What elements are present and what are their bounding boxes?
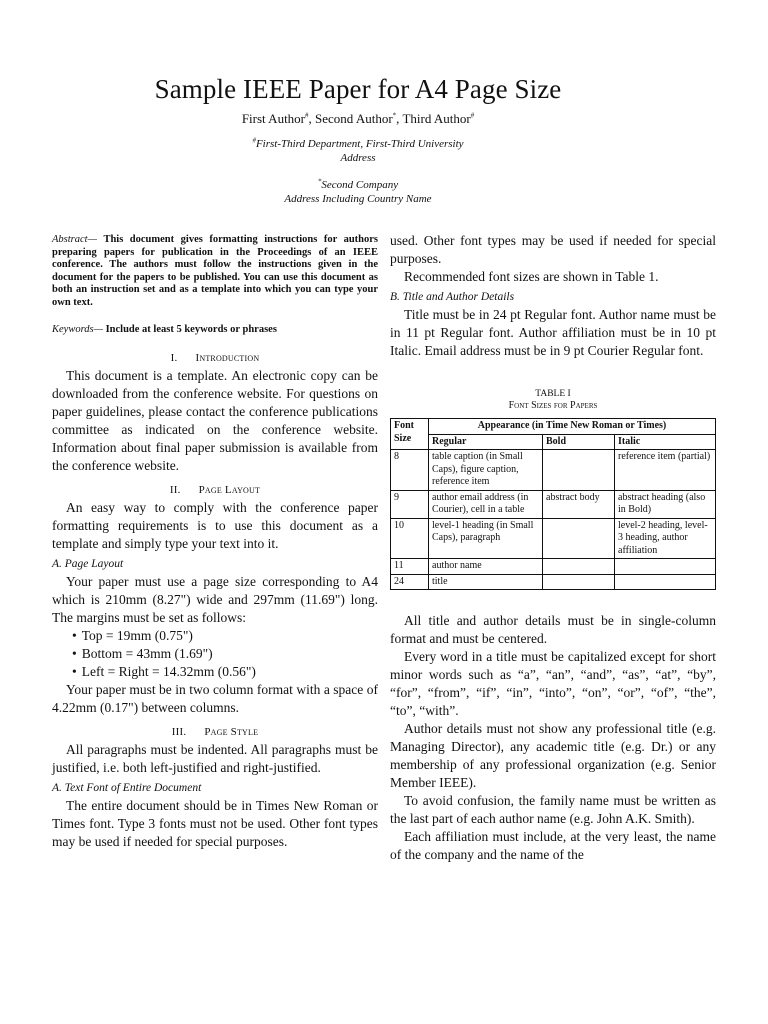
paragraph: Recommended font sizes are shown in Table 1. — [404, 269, 659, 284]
keywords-text: Include at least 5 keywords or phrases — [105, 323, 277, 335]
list-item: • Left = Right = 14.32mm (0.56") — [72, 663, 378, 681]
table-header-cell: Bold — [543, 434, 615, 450]
table-header-cell: Appearance (in Time New Roman or Times) — [429, 419, 716, 435]
paragraph: To avoid confusion, the family name must be written as the last part of each author name (e.g. John A.K. Smith). — [390, 793, 716, 826]
table-cell — [543, 450, 615, 491]
table-cell: 11 — [391, 559, 429, 575]
section-heading-introduction — [52, 352, 378, 364]
second-author: Second Author — [315, 111, 393, 126]
keywords — [52, 324, 378, 337]
section-title: Introduction — [195, 352, 260, 365]
paragraph: Each affiliation must include, at the very least, the name of the company and the name of the — [390, 829, 716, 862]
table-cell: 10 — [391, 518, 429, 559]
table-cell: 8 — [391, 450, 429, 491]
section-number: I. — [170, 352, 178, 365]
table-cell — [615, 574, 716, 590]
paragraph: Your paper must be in two column format with a space of 4.22mm (0.17") between columns. — [52, 682, 378, 716]
subsection-heading: A. Text Font of Entire Document — [52, 782, 202, 795]
first-author: First Author — [241, 111, 306, 126]
table-cell — [543, 518, 615, 559]
author-line — [0, 111, 716, 127]
margin-list — [52, 627, 378, 681]
affiliation-line: Address Including Country Name — [284, 193, 432, 205]
table-caption — [390, 388, 716, 412]
author-separator: , — [308, 111, 316, 126]
subsection-heading: B. Title and Author Details — [390, 291, 515, 303]
table-cell — [543, 574, 615, 590]
table-cell: 9 — [391, 490, 429, 518]
keywords-label: Keywords — [52, 323, 94, 335]
right-column — [390, 232, 716, 864]
table-cell: abstract body — [543, 490, 615, 518]
section-title: Page Style — [204, 726, 259, 739]
paragraph: Your paper must use a page size corresponding to A4 which is 210mm (8.27") wide and 297mm (11.69") long. The margins must be set as follows: — [52, 574, 378, 626]
left-column — [52, 234, 378, 851]
table-row — [391, 559, 716, 575]
subsection-heading: A. Page Layout — [52, 558, 124, 571]
paper-title: Sample IEEE Paper for A4 Page Size — [154, 74, 562, 104]
table-row — [391, 450, 716, 491]
paragraph: An easy way to comply with the conference paper formatting requirements is to use this document as a template and simply type your text into it. — [52, 500, 378, 552]
paragraph: The entire document should be in Times New Roman or Times font. Type 3 fonts must not be used. Other font types may be used if needed for special purposes. — [52, 798, 378, 850]
table-cell: abstract heading (also in Bold) — [615, 490, 716, 518]
table-header-cell: Regular — [429, 434, 543, 450]
section-number: II. — [169, 484, 181, 497]
third-author: Third Author — [402, 111, 471, 126]
second-author-mark: * — [392, 111, 397, 120]
section-heading-page-style — [52, 726, 378, 738]
table-row — [391, 518, 716, 559]
table-cell — [543, 559, 615, 575]
affiliation-mark: # — [252, 136, 256, 145]
affiliation-first — [0, 137, 716, 165]
table-cell: 24 — [391, 574, 429, 590]
paragraph: Author details must not show any professional title (e.g. Managing Director), any academic title (e.g. Dr.) or any membership of any professional organization (e.g. Senior Member IEEE). — [390, 721, 716, 790]
abstract-label: Abstract — [52, 234, 88, 245]
table-cell: level-2 heading, level-3 heading, author affiliation — [615, 518, 716, 559]
section-heading-page-layout — [52, 484, 378, 496]
paragraph: All paragraphs must be indented. All paragraphs must be justified, i.e. both left-justified and right-justified. — [52, 742, 378, 776]
table-cell: level-1 heading (in Small Caps), paragraph — [429, 518, 543, 559]
table-header-cell: Font Size — [391, 419, 429, 450]
table-row — [391, 574, 716, 590]
author-separator: , — [396, 111, 403, 126]
table-cell: reference item (partial) — [615, 450, 716, 491]
section-title: Page Layout — [198, 484, 261, 497]
table-number: TABLE I — [535, 389, 571, 399]
table-header-cell: Italic — [615, 434, 716, 450]
font-size-table — [390, 418, 716, 590]
list-item: • Bottom = 43mm (1.69") — [72, 645, 378, 663]
affiliation-mark: * — [317, 177, 322, 186]
table-cell — [615, 559, 716, 575]
paragraph: Every word in a title must be capitalized except for short minor words such as “a”, “an”, “and”, “as”, “at”, “by”, “for”, “from”, “if”, “in”, “into”, “on”, “or”, “of”, “the”, “to”, “with”. — [390, 649, 716, 718]
paragraph: All title and author details must be in single-column format and must be centered. — [390, 613, 716, 646]
paragraph: This document is a template. An electronic copy can be downloaded from the conference website. For questions on paper guidelines, please contact the conference publications committee as indicated on the conference website. Information about final paper submission is available from the conference website. — [52, 368, 378, 474]
keywords-dash: — — [93, 323, 106, 335]
list-item: • Top = 19mm (0.75") — [72, 627, 378, 645]
affiliation-line: Second Company — [321, 179, 399, 191]
abstract — [52, 234, 378, 310]
table-row — [391, 490, 716, 518]
section-number: III. — [171, 726, 187, 739]
paragraph: Title must be in 24 pt Regular font. Author name must be in 11 pt Regular font. Author affiliation must be in 10 pt Italic. Email address must be in 9 pt Courier Regular font. — [390, 307, 716, 358]
paragraph-continued: used. Other font types may be used if needed for special purposes. — [390, 233, 716, 266]
table-cell: title — [429, 574, 543, 590]
affiliation-second — [0, 178, 716, 206]
first-author-mark: # — [305, 111, 309, 120]
third-author-mark: # — [470, 111, 475, 120]
table-cell: table caption (in Small Caps), figure caption, reference item — [429, 450, 543, 491]
spacer — [390, 590, 716, 612]
abstract-text: This document gives formatting instructions for authors preparing papers for publication in the Proceedings of an IEEE conference. The authors must follow the instructions given in the document for the papers to be published. You can use this document as both an instruction set and as a template into which you can type your own text. — [52, 234, 378, 308]
table-cell: author name — [429, 559, 543, 575]
table-title: Font Sizes for Papers — [508, 400, 598, 411]
abstract-dash: — — [87, 234, 104, 245]
affiliation-line: Address — [340, 152, 376, 164]
affiliation-line: First-Third Department, First-Third University — [255, 138, 464, 150]
table-cell: author email address (in Courier), cell in a table — [429, 490, 543, 518]
